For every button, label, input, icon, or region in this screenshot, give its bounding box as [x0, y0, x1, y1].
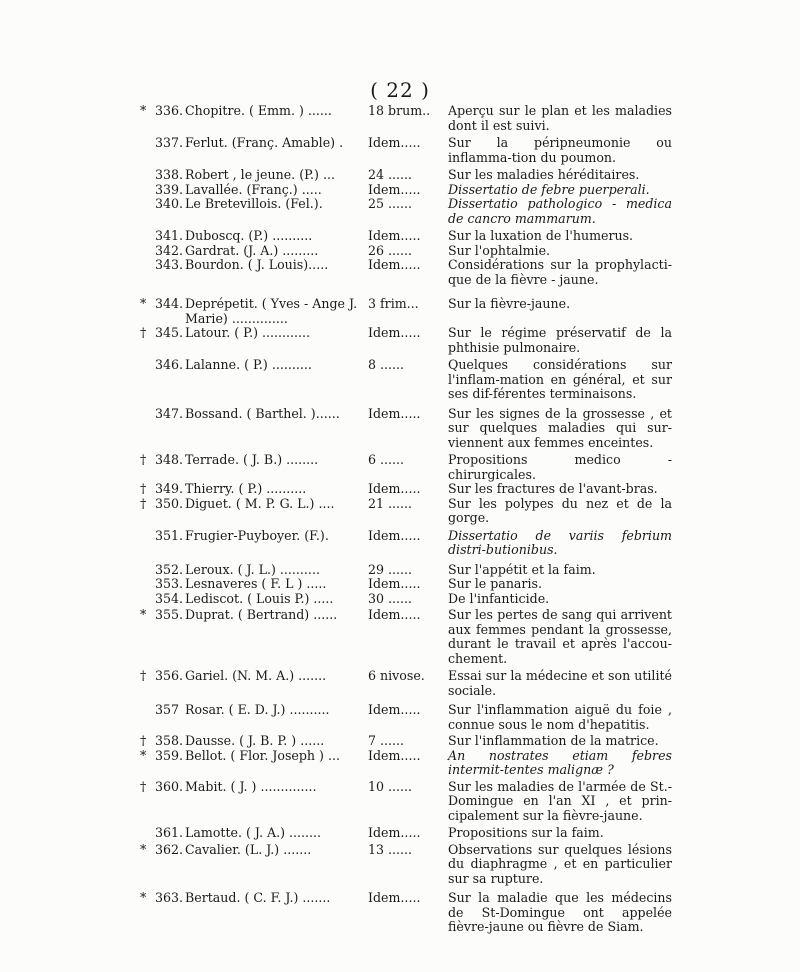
entry-subject: Observations sur quelques lésions du diaphragme , et en particulier sur sa rupture. [448, 841, 672, 886]
entry-author: Lalanne. ( P.) .......... [185, 357, 312, 372]
entry-number: 348. [155, 452, 184, 467]
entry-number: 339. [155, 181, 184, 197]
entry-subject: Aperçu sur le plan et les maladies dont il est suivi. [448, 103, 672, 133]
entry-author: Bertaud. ( C. F. J.) ....... [185, 890, 331, 905]
list-item [140, 891, 672, 935]
entry-author: Cavalier. (L. J.) ....... [185, 841, 312, 857]
entry-number: 351. [155, 527, 184, 543]
entry-date: Idem..... [368, 481, 421, 496]
entry-mark: * [140, 890, 147, 905]
list-item [140, 592, 672, 607]
entry-mark: * [140, 296, 147, 311]
entry-mark: † [140, 481, 147, 496]
list-item [140, 297, 672, 326]
list-item [140, 703, 672, 732]
entry-date: 18 brum.. [368, 103, 431, 118]
entry-number: 350. [155, 495, 184, 511]
entry-author: Lamotte. ( J. A.) ........ [185, 825, 322, 840]
entry-date: Idem..... [368, 527, 421, 543]
entry-number: 363. [155, 890, 184, 905]
entry-subject: Sur les pertes de sang qui arrivent aux femmes pendant la grossesse, durant le travail et après l'accou-chement. [448, 607, 672, 666]
list-item [140, 453, 672, 482]
entry-subject: Sur les maladies de l'armée de St.-Domingue en l'an XI , et prin-cipalement sur la fièvre-jaune. [448, 778, 672, 823]
entry-subject: Sur les fractures de l'avant-bras. [448, 481, 658, 496]
list-item [140, 529, 672, 558]
entry-author: Le Bretevillois. (Fel.). [185, 196, 323, 211]
entry-author: Mabit. ( J. ) .............. [185, 778, 317, 794]
entry-number: 358. [155, 733, 184, 748]
entry-date: Idem..... [368, 325, 421, 340]
entry-number: 344. [155, 296, 184, 311]
entry-date: 6 nivose. [368, 668, 425, 683]
entry-mark: * [140, 103, 147, 118]
entry-mark: † [140, 495, 147, 511]
entry-subject: An nostrates etiam febres intermit-tentes malignæ ? [448, 747, 672, 777]
list-item [140, 826, 672, 841]
entry-date: 26 ...... [368, 242, 413, 258]
entry-date: Idem..... [368, 135, 421, 150]
entry-number: 361. [155, 825, 184, 840]
entry-author: Gardrat. (J. A.) ......... [185, 242, 319, 258]
entry-author: Terrade. ( J. B.) ........ [185, 452, 319, 467]
entry-subject: Sur la luxation de l'humerus. [448, 228, 634, 243]
entry-number: 354. [155, 590, 184, 606]
entry-date: Idem..... [368, 607, 421, 622]
entry-date: Idem..... [368, 890, 421, 905]
list-item [140, 497, 672, 526]
entry-number: 345. [155, 325, 184, 340]
entry-subject: Sur le panaris. [448, 576, 542, 591]
entry-number: 340. [155, 196, 184, 211]
entry-date: Idem..... [368, 405, 421, 421]
entry-date: 13 ...... [368, 841, 413, 857]
entry-subject: Sur la fièvre-jaune. [448, 296, 571, 311]
entry-number: 352. [155, 561, 184, 577]
entry-mark: † [140, 325, 147, 340]
list-item [140, 358, 672, 402]
entry-author: Latour. ( P.) ............ [185, 325, 311, 340]
entry-subject: Propositions sur la faim. [448, 825, 604, 840]
entry-date: Idem..... [368, 576, 421, 591]
entry-date: 29 ...... [368, 561, 413, 577]
entry-date: 10 ...... [368, 778, 413, 794]
entry-number: 357 [155, 702, 180, 717]
entry-author: Lesnaveres ( F. L ) ..... [185, 576, 327, 591]
entry-number: 359. [155, 747, 184, 763]
entry-subject: Quelques considérations sur l'inflam-mation en général, et sur ses dif-férentes terminaisons. [448, 357, 672, 401]
entry-mark: † [140, 452, 147, 467]
entry-date: Idem..... [368, 702, 421, 717]
entry-subject: Sur la maladie que les médecins de St-Domingue ont appelée fièvre-jaune ou fièvre de Siam. [448, 890, 672, 934]
entry-date: Idem..... [368, 181, 421, 197]
entry-author: Bourdon. ( J. Louis)..... [185, 257, 329, 272]
entry-date: 25 ...... [368, 196, 413, 211]
entry-subject: De l'infanticide. [448, 590, 550, 606]
list-item [140, 258, 672, 287]
entry-mark: † [140, 778, 147, 794]
entry-date: Idem..... [368, 747, 421, 763]
entry-number: 336. [155, 103, 184, 118]
entry-number: 337. [155, 135, 184, 150]
entry-number: 341. [155, 228, 184, 243]
entry-mark: * [140, 841, 147, 857]
entry-subject: Sur les maladies héréditaires. [448, 167, 640, 182]
entry-author: Robert , le jeune. (P.) ... [185, 167, 335, 182]
entry-number: 362. [155, 841, 184, 857]
entry-subject: Sur la péripneumonie ou inflamma-tion du poumon. [448, 135, 672, 165]
entry-author: Leroux. ( J. L.) .......... [185, 561, 320, 577]
entry-mark: † [140, 668, 147, 683]
entry-mark: † [140, 733, 147, 748]
entry-author: Bossand. ( Barthel. )...... [185, 405, 340, 421]
entry-number: 338. [155, 167, 184, 182]
entry-author: Duboscq. (P.) .......... [185, 228, 313, 243]
entry-author: Frugier-Puyboyer. (F.). [185, 527, 329, 543]
list-item [140, 669, 672, 698]
entry-author: Diguet. ( M. P. G. L.) .... [185, 495, 335, 511]
list-item [140, 104, 672, 133]
list-item [140, 326, 672, 355]
entry-author: Chopitre. ( Emm. ) ...... [185, 103, 332, 118]
entry-author: Bellot. ( Flor. Joseph ) ... [185, 747, 340, 763]
entry-subject: Dissertatio pathologico - medica de cancro mammarum. [448, 196, 672, 226]
entry-subject: Sur l'inflammation de la matrice. [448, 733, 659, 748]
entry-subject: Propositions medico - chirurgicales. [448, 452, 672, 482]
entry-author: Ferlut. (Franç. Amable) . [185, 135, 344, 150]
entry-author: Gariel. (N. M. A.) ....... [185, 668, 327, 683]
entry-number: 349. [155, 481, 184, 496]
list-item [140, 577, 672, 592]
entry-date: 8 ...... [368, 357, 405, 372]
entry-number: 356. [155, 668, 184, 683]
entry-date: 30 ...... [368, 590, 413, 606]
entry-author: Thierry. ( P.) .......... [185, 481, 307, 496]
entry-subject: Considérations sur la prophylacti-que de la fièvre - jaune. [448, 257, 672, 287]
entry-number: 343. [155, 257, 184, 272]
entry-date: 7 ...... [368, 733, 405, 748]
entry-author: Duprat. ( Bertrand) ...... [185, 607, 338, 622]
list-item [140, 168, 672, 183]
entry-number: 346. [155, 357, 184, 372]
entry-date: 6 ...... [368, 452, 405, 467]
list-item [140, 229, 672, 244]
entry-number: 342. [155, 242, 184, 258]
list-item [140, 183, 672, 198]
entry-author: Lediscot. ( Louis P.) ..... [185, 590, 334, 606]
entry-date: Idem..... [368, 825, 421, 840]
entry-subject: Essai sur la médecine et son utilité sociale. [448, 668, 672, 698]
entry-date: Idem..... [368, 228, 421, 243]
entry-author: Rosar. ( E. D. J.) .......... [185, 702, 330, 717]
entry-number: 347. [155, 405, 184, 421]
list-item [140, 608, 672, 666]
list-item [140, 244, 672, 259]
list-item [140, 197, 672, 226]
list-item [140, 780, 672, 824]
entry-subject: Sur les polypes du nez et de la gorge. [448, 495, 672, 525]
entry-mark: * [140, 747, 147, 763]
entry-subject: Sur l'appétit et la faim. [448, 561, 596, 577]
entry-date: 24 ...... [368, 167, 413, 182]
entry-subject: Dissertatio de variis febrium distri-butionibus. [448, 527, 672, 557]
entry-number: 360. [155, 778, 184, 794]
entry-number: 355. [155, 607, 184, 622]
thesis-list [140, 104, 672, 935]
entry-date: 3 frim... [368, 296, 419, 311]
list-item [140, 734, 672, 749]
entry-subject: Dissertatio de febre puerperali. [448, 181, 650, 197]
list-item [140, 136, 672, 165]
entry-date: 21 ...... [368, 495, 413, 511]
list-item [140, 407, 672, 451]
entry-subject: Sur les signes de la grossesse , et sur quelques maladies qui sur-viennent aux femmes enceintes. [448, 405, 672, 450]
entry-subject: Sur l'inflammation aiguë du foie , connue sous le nom d'hepatitis. [448, 702, 672, 732]
entry-subject: Sur l'ophtalmie. [448, 242, 551, 258]
list-item [140, 843, 672, 887]
list-item [140, 482, 672, 497]
entry-author: Deprépetit. ( Yves - Ange J. Marie) .............. [185, 296, 362, 326]
list-item [140, 563, 672, 578]
entry-author: Dausse. ( J. B. P. ) ...... [185, 733, 325, 748]
entry-number: 353. [155, 576, 184, 591]
entry-date: Idem..... [368, 257, 421, 272]
entry-author: Lavallée. (Franç.) ..... [185, 181, 322, 197]
entry-mark: * [140, 607, 147, 622]
page-number: ( 22 ) [370, 78, 430, 102]
list-item [140, 749, 672, 778]
entry-subject: Sur le régime préservatif de la phthisie pulmonaire. [448, 325, 672, 355]
